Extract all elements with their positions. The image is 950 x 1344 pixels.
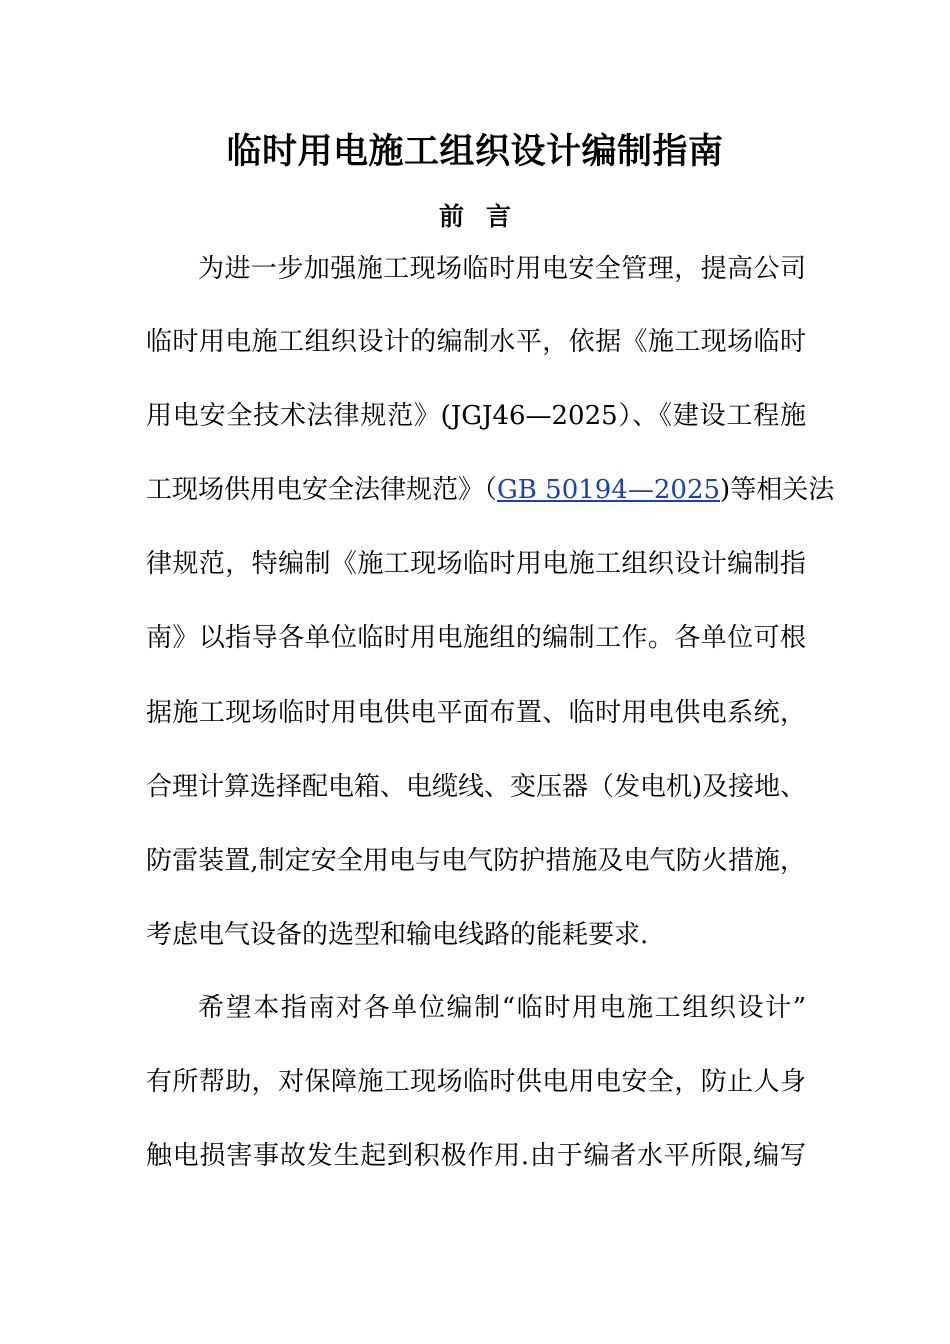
paragraph1-line8: 合理计算选择配电箱、电缆线、变压器（发电机)及接地、 xyxy=(146,772,807,802)
paragraph1-line6: 南》以指导各单位临时用电施组的编制工作。各单位可根 xyxy=(146,623,806,653)
paragraph1-line4-text-start: 工现场供用电安全法律规范》（ xyxy=(146,475,498,505)
paragraph2-line2: 有所帮助，对保障施工现场临时供电用电安全，防止人身 xyxy=(146,1067,806,1097)
paragraph1-line1: 为进一步加强施工现场临时用电安全管理，提高公司 xyxy=(198,254,806,284)
paragraph2-line1: 希望本指南对各单位编制“临时用电施工组织设计” xyxy=(198,993,806,1023)
paragraph2-line3: 触电损害事故发生起到积极作用.由于编者水平所限,编写 xyxy=(146,1141,806,1171)
paragraph1-line7: 据施工现场临时用电供电平面布置、临时用电供电系统， xyxy=(146,698,806,728)
paragraph1-line4-text-end: )等相关法 xyxy=(720,475,835,505)
standard-gb50194-link[interactable]: GB 50194—2025 xyxy=(497,475,721,505)
paragraph1-line9: 防雷装置,制定安全用电与电气防护措施及电气防火措施， xyxy=(146,846,806,876)
paragraph1-line2: 临时用电施工组织设计的编制水平，依据《施工现场临时 xyxy=(146,327,806,357)
document-title: 临时用电施工组织设计编制指南 xyxy=(226,132,724,172)
section-title-char-2: 言 xyxy=(486,202,512,231)
paragraph1-line5: 律规范，特编制《施工现场临时用电施工组织设计编制指 xyxy=(146,549,806,579)
section-title xyxy=(0,197,950,237)
paragraph1-line10: 考虑电气设备的选型和输电线路的能耗要求. xyxy=(146,920,649,950)
paragraph1-line3: 用电安全技术法律规范》(JGJ46—2025）、《建设工程施 xyxy=(146,401,806,431)
paragraph1-line4 xyxy=(146,470,835,510)
section-title-char-1: 前 xyxy=(438,202,464,231)
